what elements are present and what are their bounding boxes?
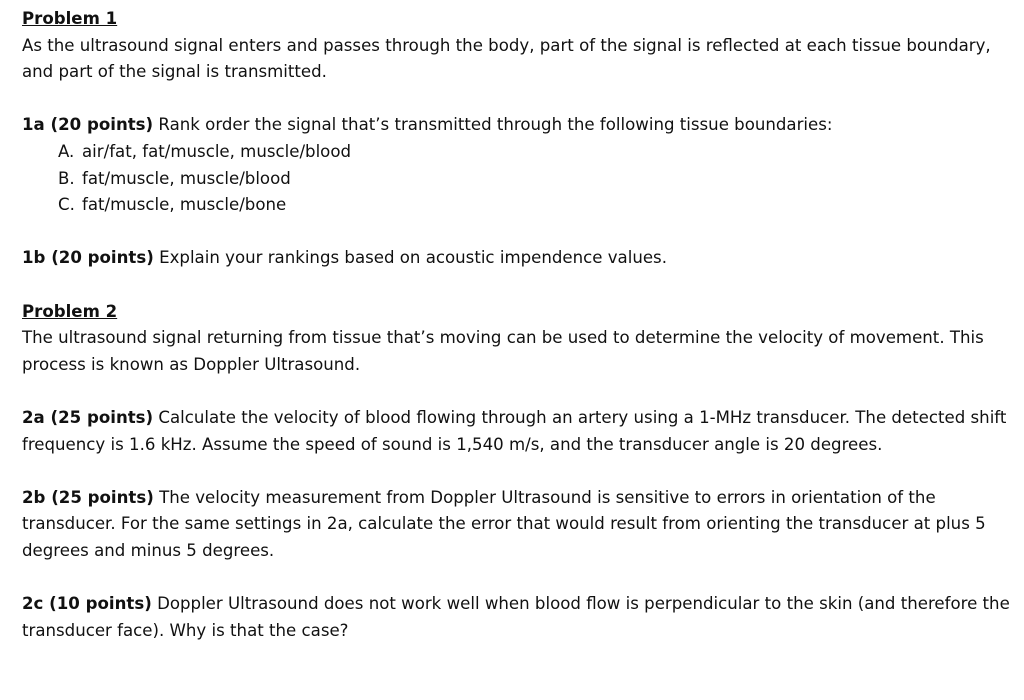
question-2c-text: Doppler Ultrasound does not work well when blood flow is perpendicular to the skin (and therefore the transducer face). Why is that the case? (22, 594, 1010, 640)
question-1a-text: Rank order the signal that’s transmitted through the following tissue boundaries: (153, 115, 833, 135)
question-1b (22, 245, 1014, 272)
question-2c-label: 2c (10 points) (22, 594, 152, 614)
option-a-text: air/fat, fat/muscle, muscle/blood (82, 141, 352, 161)
spacer (22, 272, 1014, 299)
option-c (58, 192, 1014, 219)
option-b-letter: B. (58, 168, 75, 188)
spacer (22, 378, 1014, 405)
question-2b (22, 485, 1014, 565)
question-1a-options (22, 139, 1014, 219)
spacer (22, 219, 1014, 246)
option-a-letter: A. (58, 141, 75, 161)
document-page (22, 6, 1014, 644)
question-1b-label: 1b (20 points) (22, 248, 154, 268)
problem-2-intro: The ultrasound signal returning from tissue that’s moving can be used to determine the velocity of movement. This process is known as Doppler Ultrasound. (22, 328, 984, 374)
question-2b-label: 2b (25 points) (22, 487, 154, 507)
option-a (58, 139, 1014, 166)
problem-1-heading: Problem 1 (22, 9, 118, 28)
option-c-text: fat/muscle, muscle/bone (82, 195, 287, 215)
problem-2-heading: Problem 2 (22, 301, 118, 321)
question-1b-text: Explain your rankings based on acoustic impendence values. (153, 248, 667, 268)
problem-1-intro: As the ultrasound signal enters and passes through the body, part of the signal is reflected at each tissue boundary, and part of the signal is transmitted. (22, 35, 991, 82)
question-1a (22, 112, 1014, 139)
question-2a-text: Calculate the velocity of blood flowing through an artery using a 1-MHz transducer. The detected shift frequency is 1.6 kHz. Assume the speed of sound is 1,540 m/s, and the transducer angle is 20 degrees. (22, 407, 1007, 454)
question-2b-text: The velocity measurement from Doppler Ultrasound is sensitive to errors in orientation of the transducer. For the same settings in 2a, calculate the error that would result from orienting the transducer at plus 5 degrees and minus 5 degrees. (22, 487, 986, 560)
option-b-text: fat/muscle, muscle/blood (82, 168, 291, 188)
question-2a-label: 2a (25 points) (22, 407, 154, 427)
spacer (22, 86, 1014, 113)
question-2a (22, 405, 1014, 458)
question-1a-label: 1a (20 points) (22, 115, 154, 135)
question-2c (22, 591, 1014, 644)
spacer (22, 458, 1014, 485)
spacer (22, 564, 1014, 591)
option-c-letter: C. (58, 195, 75, 215)
option-b (58, 166, 1014, 193)
